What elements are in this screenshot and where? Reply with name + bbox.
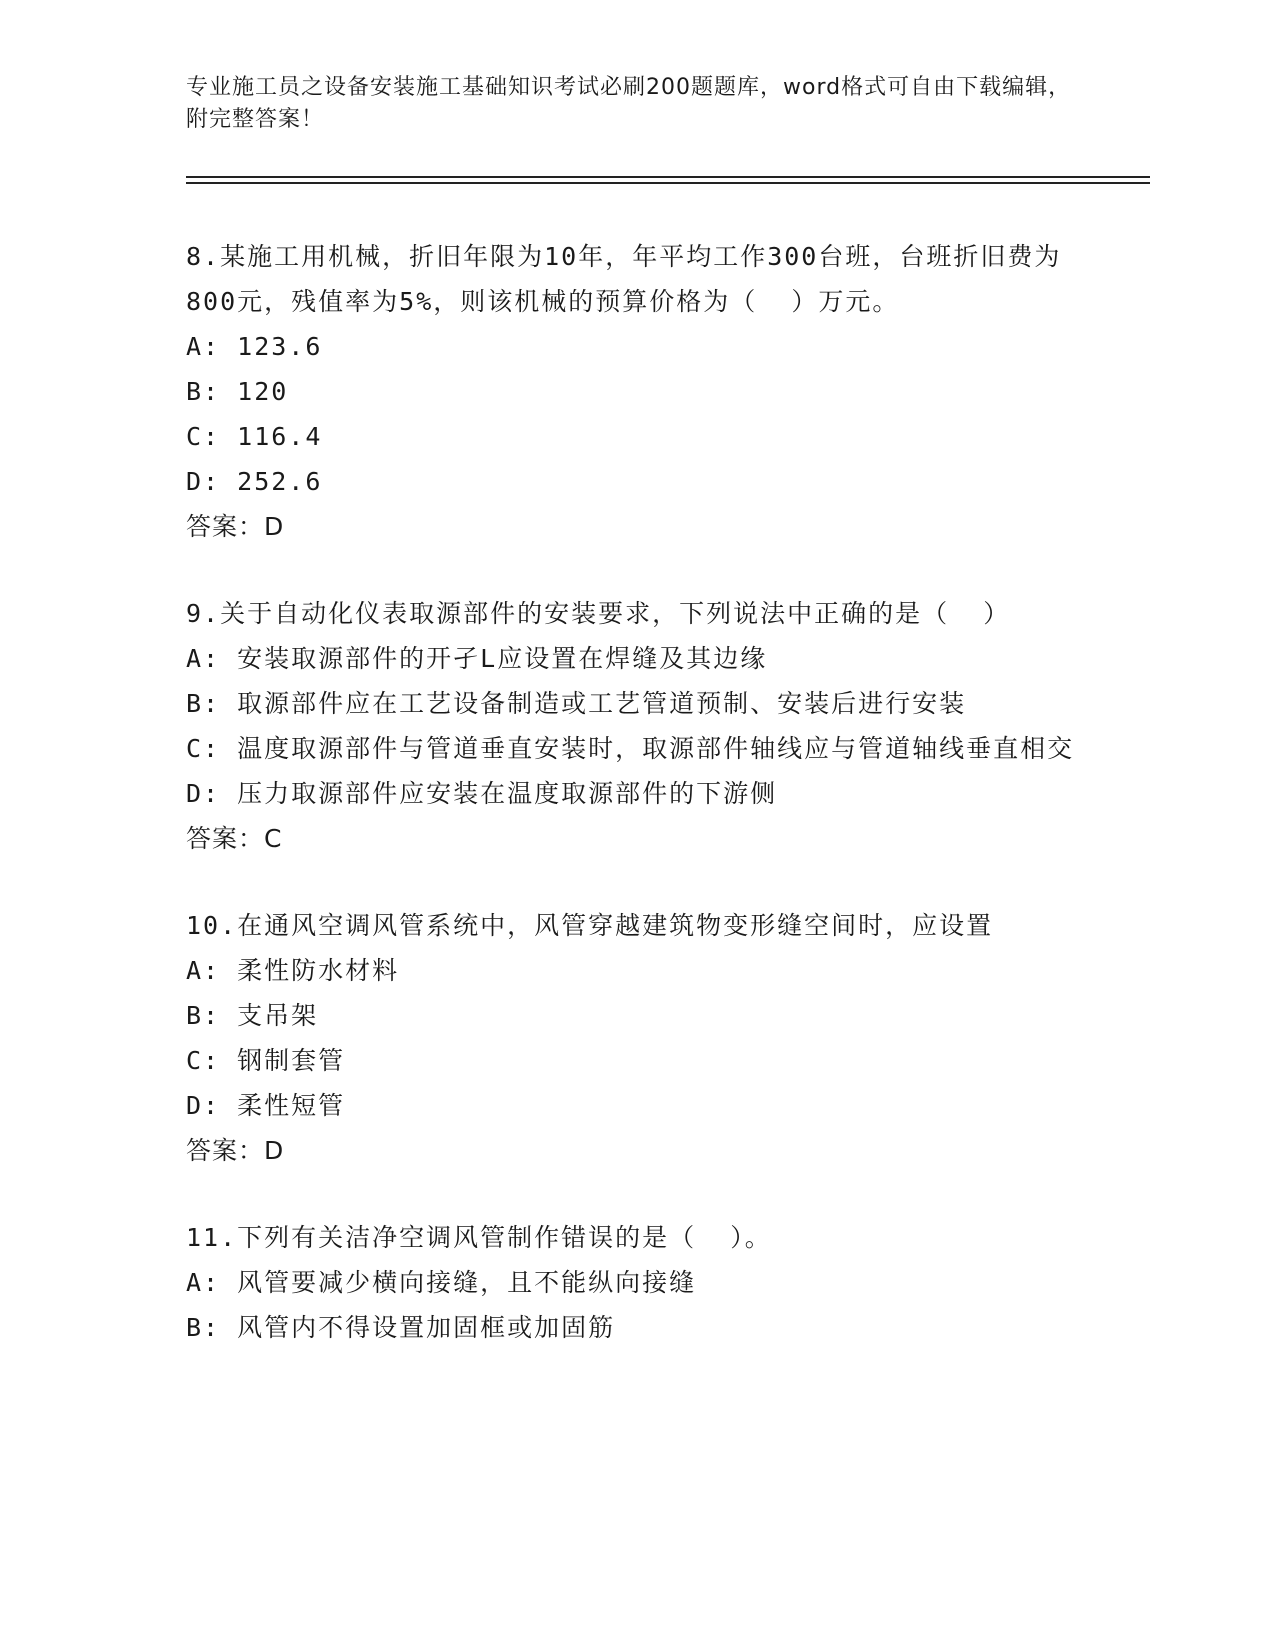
question-9 bbox=[186, 591, 1086, 861]
question-stem: 8.某施工用机械，折旧年限为10年，年平均工作300台班，台班折旧费为800元，残值率为5%，则该机械的预算价格为（ ）万元。 bbox=[186, 242, 1062, 316]
document-title: 专业施工员之设备安装施工基础知识考试必刷200题题库，word格式可自由下载编辑，附完整答案！ bbox=[186, 75, 1072, 132]
option-a: A: 安装取源部件的开孑L应设置在焊缝及其边缘 bbox=[186, 644, 768, 673]
question-stem: 9.关于自动化仪表取源部件的安装要求，下列说法中正确的是（ ） bbox=[186, 599, 1011, 628]
option-a: A: 风管要减少横向接缝，且不能纵向接缝 bbox=[186, 1268, 697, 1297]
option-d: D: 252.6 bbox=[186, 467, 323, 496]
question-11 bbox=[186, 1215, 1086, 1350]
option-d: D: 柔性短管 bbox=[186, 1091, 346, 1120]
question-list bbox=[186, 234, 1086, 1392]
answer-label: 答案：C bbox=[186, 824, 283, 853]
document-header bbox=[186, 72, 1086, 136]
option-c: C: 温度取源部件与管道垂直安装时，取源部件轴线应与管道轴线垂直相交 bbox=[186, 734, 1075, 763]
option-b: B: 风管内不得设置加固框或加固筋 bbox=[186, 1313, 616, 1342]
header-divider-top bbox=[186, 176, 1150, 178]
option-c: C: 钢制套管 bbox=[186, 1046, 346, 1075]
option-b: B: 取源部件应在工艺设备制造或工艺管道预制、安装后进行安装 bbox=[186, 689, 967, 718]
option-c: C: 116.4 bbox=[186, 422, 323, 451]
question-8 bbox=[186, 234, 1086, 549]
option-d: D: 压力取源部件应安装在温度取源部件的下游侧 bbox=[186, 779, 778, 808]
option-a: A: 123.6 bbox=[186, 332, 323, 361]
option-a: A: 柔性防水材料 bbox=[186, 956, 400, 985]
question-stem: 11.下列有关洁净空调风管制作错误的是（ ）。 bbox=[186, 1223, 772, 1252]
question-10 bbox=[186, 903, 1086, 1173]
answer-label: 答案：D bbox=[186, 512, 285, 541]
option-b: B: 120 bbox=[186, 377, 289, 406]
question-stem: 10.在通风空调风管系统中，风管穿越建筑物变形缝空间时，应设置 bbox=[186, 911, 994, 940]
answer-label: 答案：D bbox=[186, 1136, 285, 1165]
option-b: B: 支吊架 bbox=[186, 1001, 319, 1030]
header-divider-bottom bbox=[186, 182, 1150, 184]
